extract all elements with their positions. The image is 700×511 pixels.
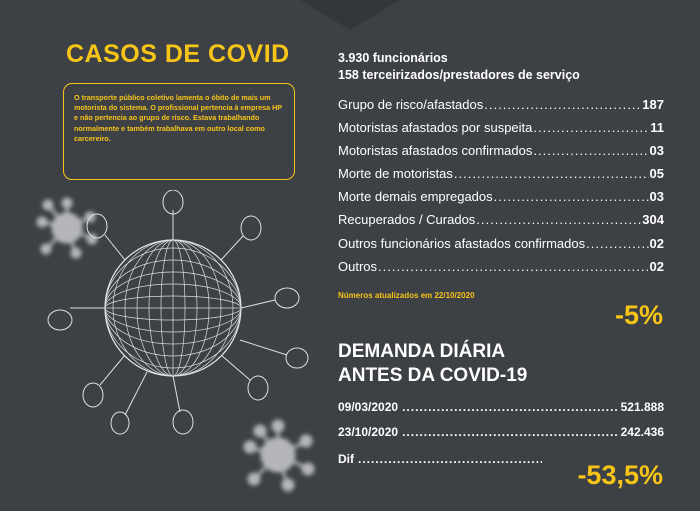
stat-label: Recuperados / Curados bbox=[338, 212, 476, 228]
notice-box: O transporte público coletivo lamenta o óbito de mais um motorista do sistema. O profissional pertencia à empresa HP e não pertencia ao grupo de risco. Estava trabalhando normalmente e também trabalhava em outro local como carcereiro. bbox=[63, 83, 295, 180]
dot-leader bbox=[476, 212, 641, 227]
stat-row bbox=[338, 259, 664, 282]
coronavirus-icon bbox=[25, 190, 325, 511]
employees-count: 3.930 funcionários bbox=[338, 51, 448, 65]
stat-row bbox=[338, 236, 664, 259]
dot-leader bbox=[533, 143, 648, 158]
stat-label: Motoristas afastados por suspeita bbox=[338, 120, 533, 136]
demand-list bbox=[338, 400, 664, 450]
stat-value: 02 bbox=[649, 235, 664, 251]
contractors-count: 158 terceirizados/prestadores de serviço bbox=[338, 68, 580, 82]
dot-leader bbox=[586, 236, 648, 251]
stat-row bbox=[338, 189, 664, 212]
stat-value: 11 bbox=[650, 120, 664, 136]
stat-label: Morte demais empregados bbox=[338, 189, 493, 205]
demand-value: 521.888 bbox=[620, 400, 664, 414]
headcount bbox=[338, 50, 580, 84]
stat-row bbox=[338, 143, 664, 166]
stat-label: Outros funcionários afastados confirmados bbox=[338, 235, 586, 251]
demand-title-line-2: ANTES DA COVID-19 bbox=[338, 365, 528, 386]
stat-value: 02 bbox=[649, 258, 664, 274]
updated-note: Números atualizados em 22/10/2020 bbox=[338, 291, 475, 300]
stat-label: Motoristas afastados confirmados bbox=[338, 143, 533, 159]
stat-label: Grupo de risco/afastados bbox=[338, 97, 484, 112]
stat-row bbox=[338, 212, 664, 235]
dot-leader bbox=[358, 452, 542, 466]
demand-date: 23/10/2020 bbox=[338, 425, 399, 439]
percent-change-2: -53,5% bbox=[577, 460, 663, 490]
stat-value: 03 bbox=[649, 143, 664, 159]
stat-row bbox=[338, 166, 664, 189]
top-notch bbox=[300, 0, 400, 30]
demand-date: 09/03/2020 bbox=[338, 400, 399, 414]
dot-leader bbox=[402, 425, 617, 439]
stat-label: Morte de motoristas bbox=[338, 166, 453, 182]
stat-value: 05 bbox=[649, 166, 664, 182]
demand-heading bbox=[338, 340, 527, 388]
stat-value: 187 bbox=[642, 97, 664, 112]
demand-row bbox=[338, 425, 664, 450]
demand-title-line-1: DEMANDA DIÁRIA bbox=[338, 341, 506, 362]
dif-row bbox=[338, 452, 546, 466]
stat-label: Outros bbox=[338, 258, 378, 274]
dot-leader bbox=[494, 189, 649, 204]
demand-row bbox=[338, 400, 664, 425]
stat-row bbox=[338, 97, 664, 120]
stats-list bbox=[338, 97, 664, 282]
page-title: CASOS DE COVID bbox=[66, 40, 290, 68]
dot-leader bbox=[533, 120, 649, 135]
percent-change-1: -5% bbox=[614, 300, 663, 330]
stat-value: 304 bbox=[642, 212, 664, 228]
demand-value: 242.436 bbox=[620, 425, 664, 439]
dot-leader bbox=[454, 166, 649, 181]
dot-leader bbox=[402, 400, 617, 414]
dif-label: Dif bbox=[338, 452, 354, 466]
dot-leader bbox=[484, 97, 641, 112]
dot-leader bbox=[378, 259, 649, 274]
stat-value: 03 bbox=[649, 189, 664, 205]
stat-row bbox=[338, 120, 664, 143]
